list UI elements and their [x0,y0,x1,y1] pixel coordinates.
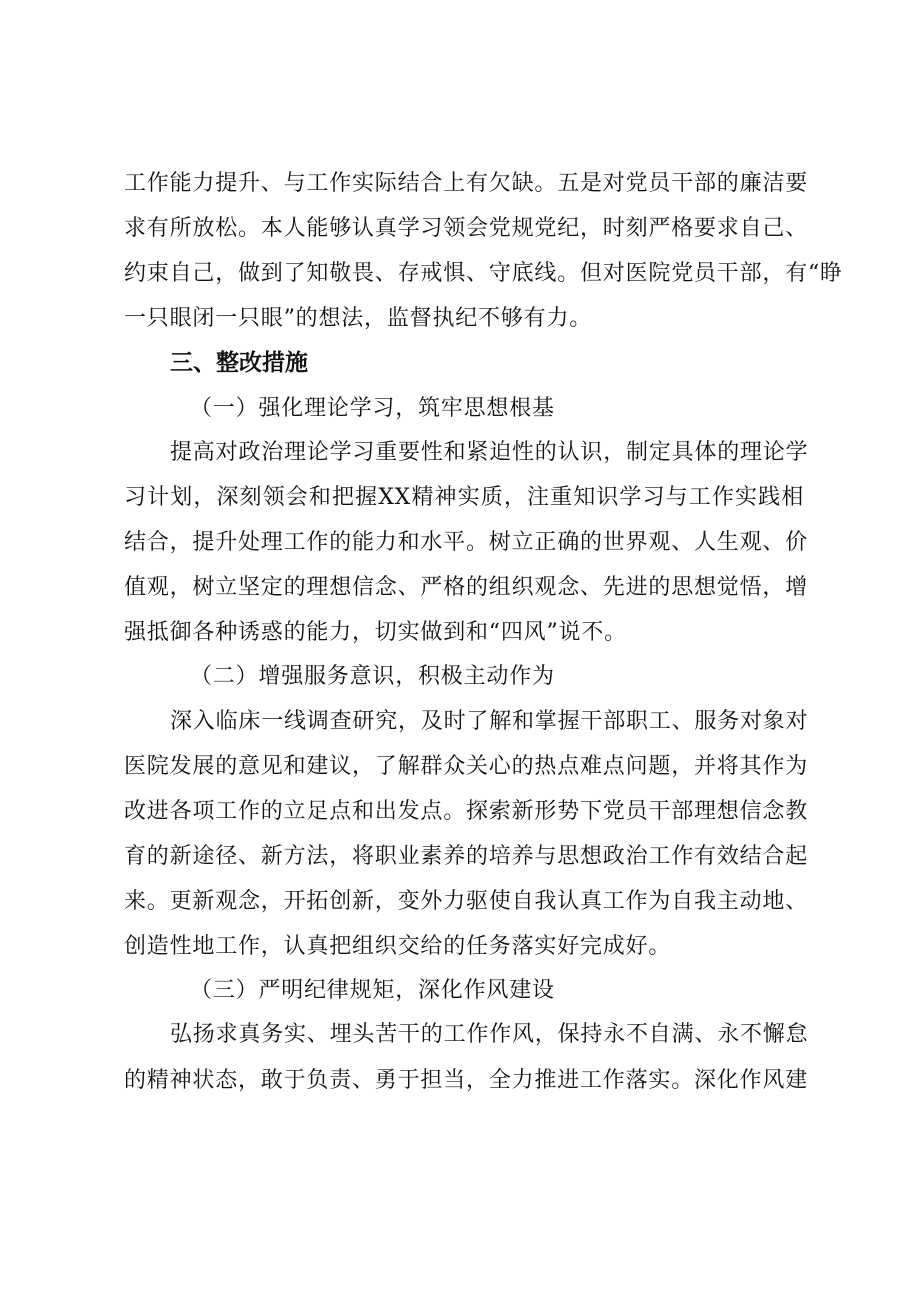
subsection-2-line-2: 医院发展的意见和建议，了解群众关心的热点难点问题，并将其作为 [124,754,809,779]
section-heading: 三、整改措施 [170,350,308,376]
subsection-2-line-5: 来。更新观念，开拓创新，变外力驱使自我认真工作为自我主动地、 [124,889,809,914]
intro-line-1: 工作能力提升、与工作实际结合上有欠缺。五是对党员干部的廉洁要 [124,171,809,196]
subsection-3-title: （三）严明纪律规矩，深化作风建设 [190,978,555,1003]
subsection-2-line-6: 创造性地工作，认真把组织交给的任务落实好完成好。 [124,934,672,959]
subsection-1-line-4: 值观，树立坚定的理想信念、严格的组织观念、先进的思想觉悟，增 [124,575,809,600]
intro-line-2: 求有所放松。本人能够认真学习领会党规党纪，时刻严格要求自己、 [124,216,809,241]
subsection-1-title: （一）强化理论学习，筑牢思想根基 [190,396,555,421]
intro-line-3: 约束自己，做到了知敬畏、存戒惧、守底线。但对医院党员干部，有“睁 [124,261,843,286]
subsection-1-line-3: 结合，提升处理工作的能力和水平。树立正确的世界观、人生观、价 [124,530,809,555]
subsection-2-line-4: 育的新途径、新方法，将职业素养的培养与思想政治工作有效结合起 [124,844,809,869]
subsection-1-line-1: 提高对政治理论学习重要性和紧迫性的认识，制定具体的理论学 [170,440,809,465]
subsection-2-line-1: 深入临床一线调查研究，及时了解和掌握干部职工、服务对象对 [170,709,809,734]
subsection-3-line-1: 弘扬求真务实、埋头苦干的工作作风，保持永不自满、永不懈怠 [170,1022,809,1047]
subsection-2-line-3: 改进各项工作的立足点和出发点。探索新形势下党员干部理想信念教 [124,799,809,824]
subsection-1-line-2: 习计划，深刻领会和把握XX精神实质，注重知识学习与工作实践相 [124,485,804,510]
subsection-3-line-2: 的精神状态，敢于负责、勇于担当，全力推进工作落实。深化作风建 [124,1068,809,1093]
subsection-1-line-5: 强抵御各种诱惑的能力，切实做到和“四风”说不。 [124,620,627,645]
subsection-2-title: （二）增强服务意识，积极主动作为 [190,664,555,689]
intro-line-4: 一只眼闭一只眼”的想法，监督执纪不够有力。 [124,306,593,331]
